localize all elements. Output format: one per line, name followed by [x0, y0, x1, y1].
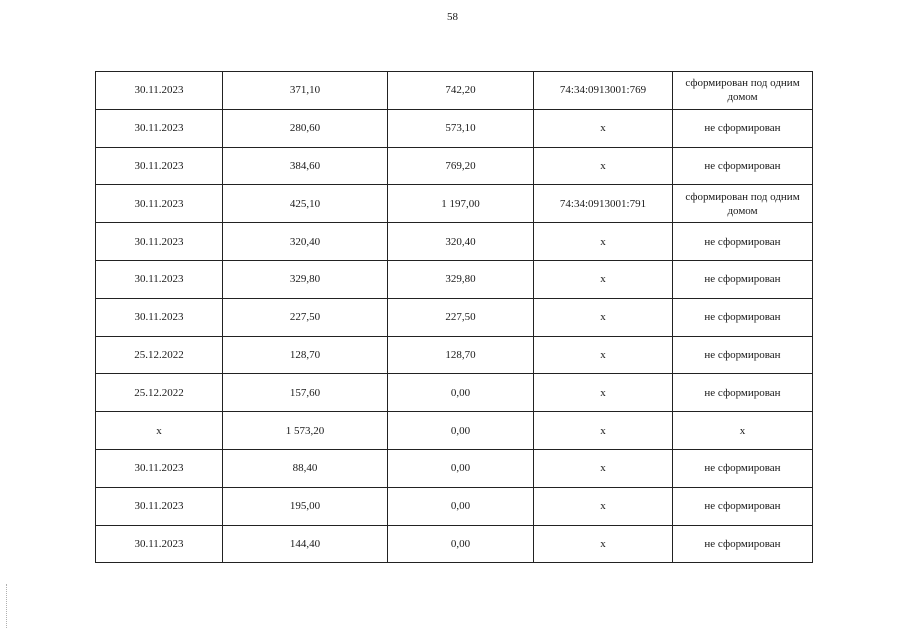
cadastral-number-cell: х [534, 525, 673, 563]
cadastral-number-cell: х [534, 487, 673, 525]
table-body [96, 72, 813, 563]
status-cell: сформирован под одним домом [673, 185, 813, 223]
area-cell: 157,60 [223, 374, 388, 412]
total-area-cell: 1 197,00 [388, 185, 534, 223]
date-cell: 25.12.2022 [96, 336, 223, 374]
date-cell: х [96, 412, 223, 450]
area-cell: 384,60 [223, 147, 388, 185]
status-cell: не сформирован [673, 487, 813, 525]
status-cell: не сформирован [673, 109, 813, 147]
cadastral-number-cell: х [534, 147, 673, 185]
scan-margin-marks [6, 584, 9, 628]
total-area-cell: 769,20 [388, 147, 534, 185]
total-area-cell: 742,20 [388, 72, 534, 110]
table-row [96, 260, 813, 298]
area-cell: 195,00 [223, 487, 388, 525]
date-cell: 30.11.2023 [96, 109, 223, 147]
cadastral-number-cell: х [534, 449, 673, 487]
status-cell: не сформирован [673, 298, 813, 336]
cadastral-number-cell: х [534, 374, 673, 412]
date-cell: 30.11.2023 [96, 525, 223, 563]
status-cell: не сформирован [673, 336, 813, 374]
status-cell: не сформирован [673, 374, 813, 412]
table-row [96, 525, 813, 563]
area-cell: 88,40 [223, 449, 388, 487]
area-cell: 280,60 [223, 109, 388, 147]
status-cell: не сформирован [673, 449, 813, 487]
cadastral-number-cell: х [534, 260, 673, 298]
status-cell: сформирован под одним домом [673, 72, 813, 110]
cadastral-number-cell: 74:34:0913001:769 [534, 72, 673, 110]
cadastral-number-cell: х [534, 336, 673, 374]
date-cell: 30.11.2023 [96, 72, 223, 110]
total-area-cell: 227,50 [388, 298, 534, 336]
cadastral-number-cell: 74:34:0913001:791 [534, 185, 673, 223]
status-cell: не сформирован [673, 525, 813, 563]
table-row [96, 298, 813, 336]
cadastral-number-cell: х [534, 223, 673, 261]
date-cell: 30.11.2023 [96, 298, 223, 336]
total-area-cell: 573,10 [388, 109, 534, 147]
total-area-cell: 0,00 [388, 487, 534, 525]
area-cell: 227,50 [223, 298, 388, 336]
total-area-cell: 128,70 [388, 336, 534, 374]
total-area-cell: 0,00 [388, 525, 534, 563]
area-cell: 329,80 [223, 260, 388, 298]
total-area-cell: 0,00 [388, 449, 534, 487]
table-row [96, 147, 813, 185]
total-area-cell: 0,00 [388, 412, 534, 450]
date-cell: 25.12.2022 [96, 374, 223, 412]
table-row [96, 412, 813, 450]
table-row [96, 374, 813, 412]
total-area-cell: 320,40 [388, 223, 534, 261]
cadastral-number-cell: х [534, 298, 673, 336]
page-number: 58 [447, 11, 458, 23]
area-cell: 371,10 [223, 72, 388, 110]
date-cell: 30.11.2023 [96, 185, 223, 223]
total-area-cell: 0,00 [388, 374, 534, 412]
table-row [96, 223, 813, 261]
table-row [96, 487, 813, 525]
date-cell: 30.11.2023 [96, 223, 223, 261]
cadastral-number-cell: х [534, 109, 673, 147]
area-cell: 128,70 [223, 336, 388, 374]
date-cell: 30.11.2023 [96, 487, 223, 525]
table-row [96, 72, 813, 110]
date-cell: 30.11.2023 [96, 449, 223, 487]
status-cell: не сформирован [673, 147, 813, 185]
area-cell: 1 573,20 [223, 412, 388, 450]
total-area-cell: 329,80 [388, 260, 534, 298]
data-table [95, 71, 813, 563]
table-row [96, 185, 813, 223]
table-row [96, 336, 813, 374]
area-cell: 144,40 [223, 525, 388, 563]
status-cell: х [673, 412, 813, 450]
date-cell: 30.11.2023 [96, 260, 223, 298]
area-cell: 320,40 [223, 223, 388, 261]
date-cell: 30.11.2023 [96, 147, 223, 185]
status-cell: не сформирован [673, 260, 813, 298]
table-row [96, 449, 813, 487]
status-cell: не сформирован [673, 223, 813, 261]
area-cell: 425,10 [223, 185, 388, 223]
cadastral-number-cell: х [534, 412, 673, 450]
table-row [96, 109, 813, 147]
